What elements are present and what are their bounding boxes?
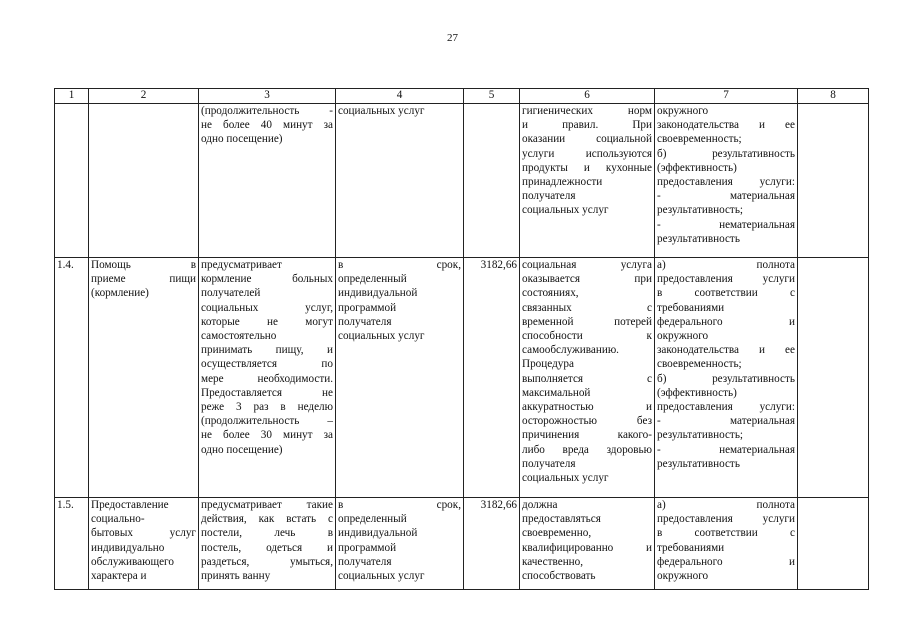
cell-text-line: не более 40 минут за [201,119,333,132]
cell-text-line: кормление больных [201,273,333,286]
cell-text-line: окружного [657,570,709,583]
cell-text-line: результативность [657,232,740,245]
cell-text-line: программой [338,541,397,554]
table-cell-4 [336,258,464,498]
table-row [55,104,869,258]
cell-text-line: квалифицированно и [522,541,652,554]
column-header-2: 2 [89,89,199,104]
cell-text-line: результативность; [657,429,744,442]
cell-text-line: получателей [201,287,261,300]
cell-text-line: (эффективность) [657,161,737,174]
cell-text-line: требованиями [657,301,725,314]
cell-text-line: предусматривает такие [201,499,333,511]
cell-text-line: (кормление) [91,287,149,300]
cell-text-line: самостоятельно [201,330,277,343]
cell-text-line: 1.5. [57,499,74,511]
cell-text-line: действия, как встать с [201,513,333,526]
cell-text-line: своевременность; [657,358,742,371]
cell-text-line: индивидуальной [338,527,418,540]
cell-text-line: получателя [338,315,392,328]
cell-text-line: социальных услуг, [201,301,333,314]
cell-text-line: социальных услуг [338,105,425,117]
table-cell-1 [55,104,89,258]
table-cell-6 [520,258,655,498]
cell-text-line: предоставления услуги [657,513,795,526]
table-cell-4 [336,498,464,590]
cell-text-line: законодательства и ее [657,344,795,357]
cell-text-line: временной потерей [522,315,652,328]
table-cell-8 [798,104,869,258]
cell-text-line: постель, одеться и [201,541,333,554]
cell-text-line: социальных услуг [522,472,609,485]
cell-text-line: Предоставление [91,499,169,511]
cell-text-line: социальная услуга [522,259,652,271]
column-header-1: 1 [55,89,89,104]
cell-text-line: осторожностью без [522,415,652,428]
cell-text-line: программой [338,301,397,314]
cell-text-line: аккуратностью и [522,401,652,414]
cell-text-line: в соответствии с [657,527,795,540]
cell-text-line: индивидуальной [338,287,418,300]
table-cell-8 [798,258,869,498]
cell-text-line: причинения какого- [522,429,652,442]
cell-text-line: (продолжительность – [201,415,333,428]
cell-text-line: своевременно, [522,527,592,540]
cell-text-line: постели, лечь в [201,527,333,540]
table-cell-3 [199,104,336,258]
cell-text-line: в срок, [338,259,461,271]
cell-text-line: бытовых услуг [91,527,196,540]
cell-text-line: одно посещение) [201,443,283,456]
column-header-8: 8 [798,89,869,104]
cell-text-line: принадлежности [522,176,603,189]
cell-text-line: социально- [91,513,145,526]
cell-text-line: предоставляться [522,513,601,526]
cell-text-line: получателя [338,555,392,568]
cell-text-line: способности к [522,330,652,343]
page-number: 27 [447,32,458,44]
cell-text-line: выполняется с [522,372,652,385]
cell-text-line: гигиенических норм [522,105,652,117]
cell-text-line: - нематериальная [657,218,795,231]
cell-text-line: б) результативность [657,372,795,385]
table-row [55,498,869,590]
cell-text-line: в соответствии с [657,287,795,300]
cell-text-line: приеме пищи [91,273,196,286]
table-cell-1 [55,498,89,590]
table-cell-1 [55,258,89,498]
table-cell-7 [655,104,798,258]
cell-text-line: предусматривает [201,259,282,271]
cell-text-line: (продолжительность - [201,105,333,117]
cell-text-line: а) полнота [657,499,795,511]
cell-text-line: предоставления услуги: [657,401,795,414]
cell-text-line: либо вреда здоровью [522,443,652,456]
cell-text-line: должна [522,499,558,511]
cell-text-line: характера и [91,570,147,583]
cell-text-line: окружного [657,105,709,117]
cell-text-line: одно посещение) [201,133,283,146]
cell-text-line: раздеться, умыться, [201,555,333,568]
cell-text-line: результативность [657,457,740,470]
table-cell-2 [89,104,199,258]
cell-text-line: своевременность; [657,133,742,146]
cell-text-line: требованиями [657,541,725,554]
column-header-7: 7 [655,89,798,104]
table-cell-6 [520,104,655,258]
table-cell-7 [655,498,798,590]
cell-text-line: а) полнота [657,259,795,271]
column-header-6: 6 [520,89,655,104]
cell-text-line: обслуживающего [91,555,174,568]
cell-text-line: принять ванну [201,570,271,583]
table-cell-3 [199,498,336,590]
column-header-5: 5 [464,89,520,104]
cell-text-line: окружного [657,330,709,343]
cell-text-line: максимальной [522,386,591,399]
cell-text-line: законодательства и ее [657,119,795,132]
table-cell-5: 3182,66 [464,258,520,498]
cell-text-line: и правил. При [522,119,652,132]
cell-text-line: социальных услуг [522,204,609,217]
services-table [54,88,869,590]
cell-text-line: - материальная [657,190,795,203]
cell-text-line: реже 3 раз в неделю [201,401,333,414]
cell-text-line: Предоставляется не [201,386,333,399]
cell-text-line: федерального и [657,555,795,568]
cell-text-line: - материальная [657,415,795,428]
table-row [55,258,869,498]
cell-text-line: в срок, [338,499,461,511]
cell-text-line: получателя [522,190,576,203]
cell-text-line: осуществляется по [201,358,333,371]
cell-text-line: федерального и [657,315,795,328]
column-header-4: 4 [336,89,464,104]
table-cell-8 [798,498,869,590]
cell-text-line: социальных услуг [338,570,425,583]
cell-text-line: продукты и кухонные [522,161,652,174]
cell-text-line: не более 30 минут за [201,429,333,442]
cell-text-line: которые не могут [201,315,333,328]
cell-text-line: определенный [338,273,407,286]
table-cell-5 [464,104,520,258]
cell-text-line: индивидуально [91,541,165,554]
cell-text-line: принимать пищу, и [201,344,333,357]
cell-text-line: состояниях, [522,287,579,300]
cell-text-line: определенный [338,513,407,526]
cell-text-line: способствовать [522,570,596,583]
table-cell-2 [89,498,199,590]
cell-text-line: предоставления услуги [657,273,795,286]
cell-text-line: связанных с [522,301,652,314]
table-cell-6 [520,498,655,590]
cell-text-line: (эффективность) [657,386,737,399]
cell-text-line: качественно, [522,555,584,568]
table-cell-3 [199,258,336,498]
cell-text-line: мере необходимости. [201,372,333,385]
cell-text-line: оказании социальной [522,133,652,146]
column-header-3: 3 [199,89,336,104]
cell-text-line: получателя [522,457,576,470]
table-cell-2 [89,258,199,498]
cell-text-line: результативность; [657,204,744,217]
table-cell-4 [336,104,464,258]
cell-text-line: Процедура [522,358,574,371]
cell-text-line: оказывается при [522,273,652,286]
table-cell-5: 3182,66 [464,498,520,590]
cell-text-line: услуги используются [522,147,652,160]
cell-text-line: - нематериальная [657,443,795,456]
cell-text-line: Помощь в [91,259,196,271]
table-header-row [55,89,869,104]
table-cell-7 [655,258,798,498]
cell-text-line: 1.4. [57,259,74,271]
cell-text-line: самообслуживанию. [522,344,619,357]
cell-text-line: б) результативность [657,147,795,160]
cell-text-line: социальных услуг [338,330,425,343]
cell-text-line: предоставления услуги: [657,176,795,189]
